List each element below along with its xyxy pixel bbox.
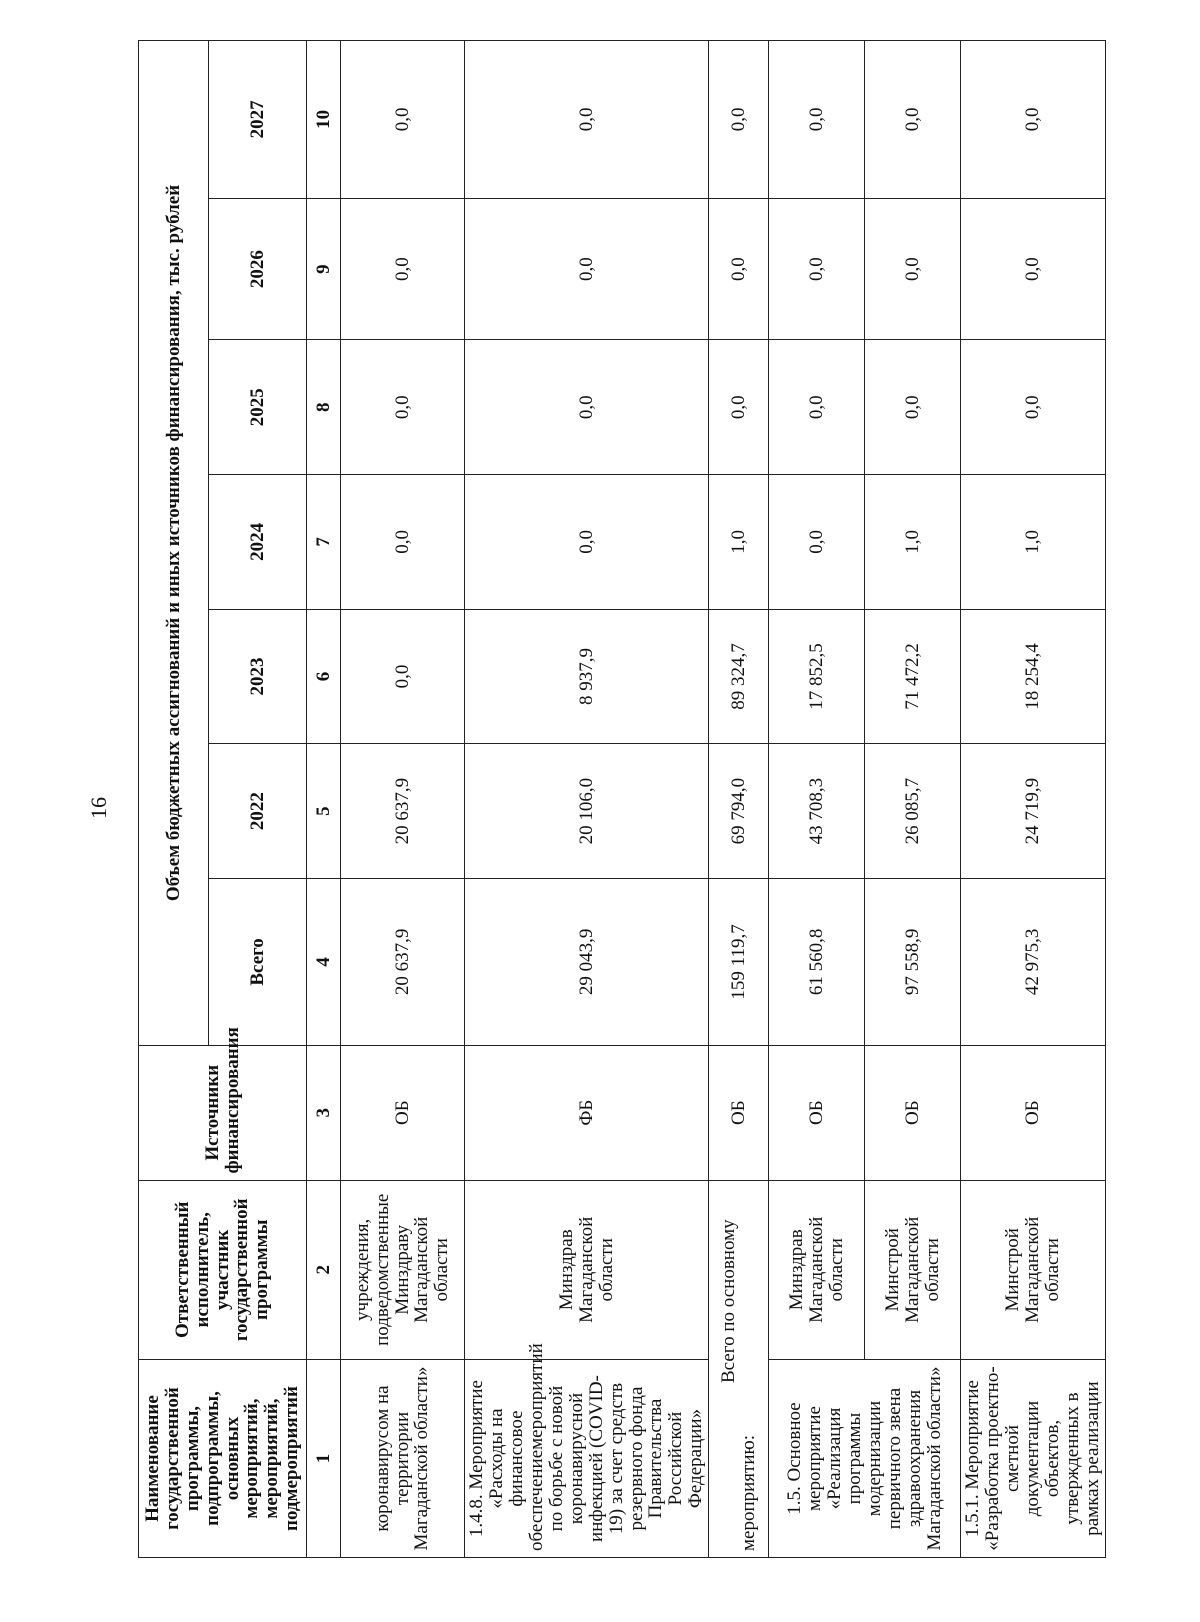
row-value: 1,0 [865, 475, 961, 610]
row-value: 18 254,4 [961, 609, 1106, 744]
header-year: 2026 [209, 198, 307, 340]
row-value: 71 472,2 [865, 609, 961, 744]
row-executor: Минздрав Магаданской области [465, 1180, 709, 1360]
row-value: 0,0 [769, 198, 865, 340]
row-value: 0,0 [341, 340, 465, 475]
row-value: 0,0 [865, 41, 961, 199]
row-source: ОБ [341, 1045, 465, 1180]
row-name: коронавирусом на территории Магаданской области» [341, 1360, 465, 1558]
row-value: 0,0 [465, 340, 709, 475]
column-number: 3 [307, 1045, 341, 1180]
row-value: 159 119,7 [709, 878, 769, 1045]
column-number: 2 [307, 1180, 341, 1360]
header-year: 2024 [209, 475, 307, 610]
row-executor: учреждения, подведомственные Минздраву Магаданской области [341, 1180, 465, 1360]
row-executor: Минздрав Магаданской области [769, 1180, 865, 1360]
header-name: Наименование государственной программы, подпрограммы, основных мероприятий, мероприятий, подмероприятий [139, 1360, 307, 1558]
row-source: ОБ [709, 1045, 769, 1180]
row-value: 0,0 [465, 475, 709, 610]
row-value: 0,0 [865, 198, 961, 340]
column-number: 1 [307, 1360, 341, 1558]
row-value: 26 085,7 [865, 744, 961, 879]
row-value: 1,0 [961, 475, 1106, 610]
row-value: 0,0 [769, 41, 865, 199]
header-year: 2027 [209, 41, 307, 199]
row-value: 20 106,0 [465, 744, 709, 879]
page-number: 16 [86, 797, 111, 819]
header-executor: Ответственный исполнитель, участник государственной программы [139, 1180, 307, 1360]
column-number: 6 [307, 609, 341, 744]
column-number: 9 [307, 198, 341, 340]
row-value: 0,0 [709, 198, 769, 340]
row-value: 42 975,3 [961, 878, 1106, 1045]
row-value: 0,0 [961, 340, 1106, 475]
row-value: 89 324,7 [709, 609, 769, 744]
header-year: 2023 [209, 609, 307, 744]
column-number: 5 [307, 744, 341, 879]
row-value: 17 852,5 [769, 609, 865, 744]
header-total: Всего [209, 878, 307, 1045]
row-value: 20 637,9 [341, 878, 465, 1045]
row-value: 0,0 [341, 609, 465, 744]
column-number: 7 [307, 475, 341, 610]
row-value: 0,0 [709, 41, 769, 199]
row-value: 0,0 [961, 41, 1106, 199]
table-row [341, 41, 465, 1558]
table-row [769, 41, 865, 1558]
column-number: 8 [307, 340, 341, 475]
table-row [709, 41, 769, 1558]
row-value: 43 708,3 [769, 744, 865, 879]
column-number: 4 [307, 878, 341, 1045]
header-source: Источники финансирования [139, 1045, 307, 1180]
row-executor: Минстрой Магаданской области [961, 1180, 1106, 1360]
row-value: 0,0 [709, 340, 769, 475]
row-value: 61 560,8 [769, 878, 865, 1045]
column-number: 10 [307, 41, 341, 199]
row-value: 20 637,9 [341, 744, 465, 879]
financing-table [138, 40, 1106, 1558]
row-value: 0,0 [961, 198, 1106, 340]
row-name: 1.5. Основное мероприятие «Реализация программы модернизации первичного звена здравоохранения Магаданской области» [769, 1360, 961, 1558]
row-value: 1,0 [709, 475, 769, 610]
row-executor: Минстрой Магаданской области [865, 1180, 961, 1360]
row-source: ОБ [961, 1045, 1106, 1180]
row-source: ФБ [465, 1045, 709, 1180]
table-row [865, 41, 961, 1558]
rotated-table-wrapper [138, 40, 1103, 1558]
row-value: 97 558,9 [865, 878, 961, 1045]
row-value: 0,0 [465, 198, 709, 340]
header-year: 2022 [209, 744, 307, 879]
row-value: 0,0 [465, 41, 709, 199]
row-value: 29 043,9 [465, 878, 709, 1045]
row-value: 0,0 [769, 475, 865, 610]
row-value: 0,0 [865, 340, 961, 475]
row-value: 8 937,9 [465, 609, 709, 744]
header-year: 2025 [209, 340, 307, 475]
row-value: 0,0 [769, 340, 865, 475]
table-row [465, 41, 709, 1558]
header-financing-group: Объем бюджетных ассигнований и иных источников финансирования, тыс. рублей [139, 41, 209, 1046]
row-source: ОБ [865, 1045, 961, 1180]
row-value: 0,0 [341, 475, 465, 610]
row-name: 1.4.8. Мероприятие «Расходы на финансовое обеспечениемероприятий по борьбе с новой коронавирусной инфекцией (COVID-19) за счет средств резервного фонда Правительства Российской Федерации» [465, 1360, 709, 1558]
row-name: 1.5.1. Мероприятие «Разработка проектно-сметной документации объектов, утвержденных в рамках реализации [961, 1360, 1106, 1558]
row-total-label: Всего по основному мероприятию: [709, 1180, 769, 1557]
row-value: 0,0 [341, 198, 465, 340]
row-value: 69 794,0 [709, 744, 769, 879]
row-value: 24 719,9 [961, 744, 1106, 879]
table-row [961, 41, 1106, 1558]
row-value: 0,0 [341, 41, 465, 199]
row-source: ОБ [769, 1045, 865, 1180]
